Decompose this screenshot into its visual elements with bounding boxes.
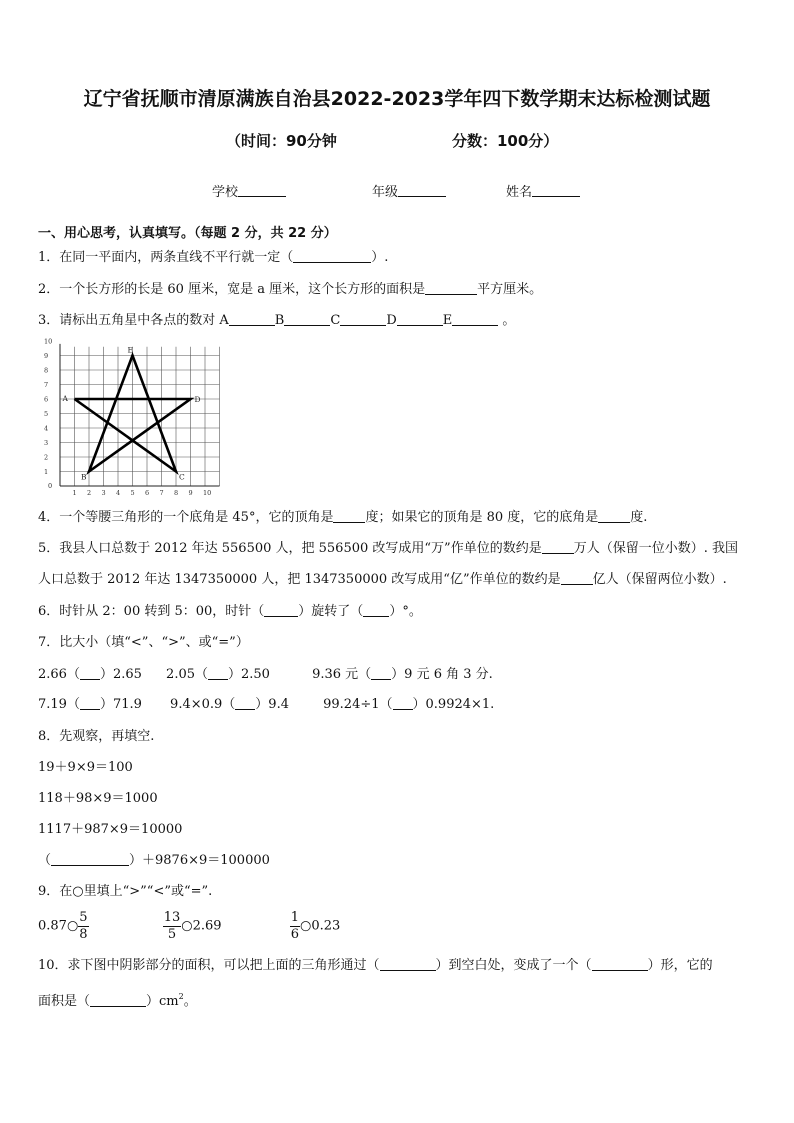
- q7-r1-e2a: 2.05（: [166, 667, 208, 682]
- y-tick-label: 3: [44, 439, 49, 447]
- x-tick-label: 2: [87, 489, 92, 497]
- y-tick-label: 10: [44, 337, 53, 346]
- question-7-row-1: [38, 666, 493, 684]
- q1-text: 1．在同一平面内，两条直线不平行就一定（: [38, 250, 294, 265]
- q1-blank[interactable]: [293, 249, 371, 263]
- x-tick-label: 10: [203, 489, 212, 497]
- q5-text-2: 人口总数于 2012 年达 1347350000 人，把 1347350000 改写成用“亿”作单位的数约是: [38, 572, 561, 587]
- q6-text: 6．时针从 2：00 转到 5：00，时针（: [38, 604, 265, 619]
- x-tick-label: 1: [72, 489, 77, 497]
- q6-text-end: ）°。: [389, 604, 422, 619]
- question-8-title: 8．先观察，再填空.: [38, 729, 155, 744]
- x-tick-label: 6: [145, 489, 150, 497]
- question-7-row-2: [38, 696, 494, 714]
- q9-e2-fraction: [163, 910, 182, 943]
- y-tick-label: 8: [44, 366, 49, 375]
- q3-text-end: 。: [498, 313, 516, 328]
- q3-blank-c[interactable]: [340, 312, 386, 326]
- point-label-d: D: [194, 395, 201, 404]
- x-tick-label: 5: [130, 489, 135, 497]
- q8-l4-rest: ）＋9876×9＝100000: [129, 853, 270, 868]
- q8-line-1: 19＋9×9＝100: [38, 760, 133, 775]
- q7-r1-blank-2[interactable]: [208, 666, 228, 680]
- point-label-e: E: [127, 345, 133, 355]
- question-4: [38, 509, 647, 527]
- grade-blank[interactable]: [398, 184, 446, 197]
- q9-e2-denominator: 5: [167, 927, 177, 942]
- q10-superscript: 2: [178, 992, 184, 1001]
- point-label-c: C: [179, 472, 185, 482]
- y-tick-label: 7: [44, 381, 49, 389]
- q7-r1-blank-3[interactable]: [371, 666, 391, 680]
- school-field[interactable]: [212, 181, 286, 200]
- q4-blank-1[interactable]: [333, 509, 365, 523]
- y-tick-label: 6: [44, 395, 49, 404]
- q5-text-1-end: 万人（保留一位小数）. 我国: [573, 541, 738, 556]
- q3-blank-e[interactable]: [452, 312, 498, 326]
- q6-blank-1[interactable]: [264, 603, 298, 617]
- q9-e1-left: 0.87○: [38, 918, 79, 934]
- q7-r2-blank-3[interactable]: [393, 696, 413, 710]
- question-5-line-1: [38, 540, 738, 558]
- q7-r2-e1a: 7.19（: [38, 697, 80, 712]
- x-tick-label: 4: [116, 489, 121, 497]
- q8-line-2: 118＋98×9＝1000: [38, 791, 158, 806]
- question-3: [38, 312, 515, 330]
- question-9-title: 9．在○里填上“>”“<”或“=”.: [38, 884, 213, 899]
- origin-label: 0: [48, 482, 53, 490]
- q5-text-2-end: 亿人（保留两位小数）.: [592, 572, 727, 587]
- q10-text-6: 。: [183, 994, 197, 1009]
- school-blank[interactable]: [238, 184, 286, 197]
- name-field[interactable]: [506, 181, 580, 200]
- q9-e3-denominator: 6: [290, 927, 299, 942]
- q7-r2-e2a: 9.4×0.9（: [170, 697, 236, 712]
- question-10-line-1: [38, 957, 713, 975]
- exam-score: 分数：100分）: [452, 132, 559, 150]
- q7-r1-e3a: 9.36 元（: [312, 667, 372, 682]
- q7-r2-blank-1[interactable]: [80, 696, 100, 710]
- grade-field[interactable]: [372, 181, 446, 200]
- q10-blank-1[interactable]: [380, 957, 436, 971]
- q8-blank[interactable]: [51, 852, 129, 866]
- q3-label-c: C: [330, 313, 341, 328]
- x-tick-label: 7: [159, 489, 164, 497]
- question-5-line-2: [38, 571, 727, 589]
- q9-e2-right: ○2.69: [181, 918, 222, 934]
- q10-blank-3[interactable]: [90, 993, 146, 1007]
- y-tick-label: 2: [44, 453, 49, 462]
- q3-blank-b[interactable]: [284, 312, 330, 326]
- q10-text-4: 面积是（: [38, 994, 91, 1009]
- q9-e3-fraction: [290, 910, 300, 943]
- q7-r2-e3b: ）0.9924×1.: [412, 697, 495, 712]
- y-tick-label: 1: [44, 468, 49, 476]
- y-tick-label: 5: [44, 410, 49, 418]
- q4-text: 4．一个等腰三角形的一个底角是 45°，它的顶角是: [38, 510, 334, 525]
- q8-line-4: [38, 852, 270, 870]
- q2-text-end: 平方厘米。: [477, 282, 543, 297]
- q2-blank[interactable]: [425, 281, 477, 295]
- question-2: [38, 281, 542, 299]
- q9-e2-numerator: 13: [163, 910, 181, 925]
- question-7-title: 7．比大小（填“<”、“>”、或“=”）: [38, 635, 249, 650]
- question-1: [38, 249, 388, 267]
- q2-text: 2．一个长方形的长是 60 厘米，宽是 a 厘米，这个长方形的面积是: [38, 282, 426, 297]
- q7-r2-e2b: ）9.4: [255, 697, 289, 712]
- q3-label-d: D: [386, 313, 397, 328]
- star-grid-figure: [38, 337, 238, 502]
- q7-r1-e1a: 2.66（: [38, 667, 80, 682]
- y-tick-label: 4: [44, 424, 49, 433]
- q7-r1-e1b: ）2.65: [99, 667, 142, 682]
- question-10-line-2: [38, 988, 197, 1011]
- school-label: 学校: [212, 185, 239, 200]
- question-9-expressions: [38, 910, 340, 943]
- q7-r1-blank-1[interactable]: [80, 666, 100, 680]
- q3-blank-d[interactable]: [397, 312, 443, 326]
- page-title: 辽宁省抚顺市清原满族自治县2022-2023学年四下数学期末达标检测试题: [83, 88, 711, 110]
- q7-r2-blank-2[interactable]: [235, 696, 255, 710]
- q9-e1-fraction: [78, 910, 88, 943]
- q5-text-1: 5．我县人口总数于 2012 年达 556500 人，把 556500 改写成用“万”作单位的数约是: [38, 541, 542, 556]
- q9-e3-right: ○0.23: [299, 918, 341, 934]
- q4-blank-2[interactable]: [598, 509, 630, 523]
- section-heading: 一、用心思考，认真填写。（每题 2 分，共 22 分）: [38, 226, 337, 241]
- grade-label: 年级: [372, 185, 399, 200]
- q3-text: 3．请标出五角星中各点的数对 A: [38, 313, 229, 328]
- q5-blank-1[interactable]: [542, 540, 574, 554]
- q3-blank-a[interactable]: [229, 312, 275, 326]
- coordinate-grid: [38, 337, 238, 498]
- q3-label-b: B: [274, 313, 285, 328]
- x-tick-label: 9: [188, 489, 193, 497]
- x-tick-label: 3: [101, 489, 106, 497]
- q1-text-end: ）.: [371, 250, 389, 265]
- point-label-a: A: [62, 394, 68, 403]
- q7-r1-e3b: ）9 元 6 角 3 分.: [391, 667, 493, 682]
- q6-blank-2[interactable]: [363, 603, 389, 617]
- q9-e3-numerator: 1: [290, 910, 299, 925]
- exam-time: （时间：90分钟: [226, 132, 337, 150]
- q4-text-end: 度.: [630, 510, 648, 525]
- q10-text-5: ）cm: [146, 994, 179, 1009]
- q9-e1-numerator: 5: [79, 910, 88, 925]
- y-tick-label: 9: [44, 352, 49, 360]
- q7-r2-e3a: 99.24÷1（: [323, 697, 393, 712]
- name-label: 姓名: [506, 185, 533, 200]
- q10-text-3: ）形，它的: [647, 958, 713, 973]
- question-6: [38, 603, 422, 621]
- q4-text-mid: 度；如果它的顶角是 80 度，它的底角是: [365, 510, 599, 525]
- q7-r1-e2b: ）2.50: [228, 667, 270, 682]
- q3-label-e: E: [442, 313, 453, 328]
- name-blank[interactable]: [532, 184, 580, 197]
- q10-text-1: 10．求下图中阴影部分的面积，可以把上面的三角形通过（: [38, 958, 380, 973]
- q6-text-mid: ）旋转了（: [298, 604, 364, 619]
- x-tick-label: 8: [174, 489, 179, 497]
- q8-line-3: 1117＋987×9＝10000: [38, 822, 183, 837]
- q5-blank-2[interactable]: [561, 571, 593, 585]
- q10-blank-2[interactable]: [592, 957, 648, 971]
- point-label-b: B: [81, 472, 87, 482]
- q7-r2-e1b: ）71.9: [99, 697, 142, 712]
- q8-l4-open: （: [38, 853, 52, 868]
- q10-text-2: ）到空白处，变成了一个（: [435, 958, 592, 973]
- q9-e1-denominator: 8: [79, 927, 88, 942]
